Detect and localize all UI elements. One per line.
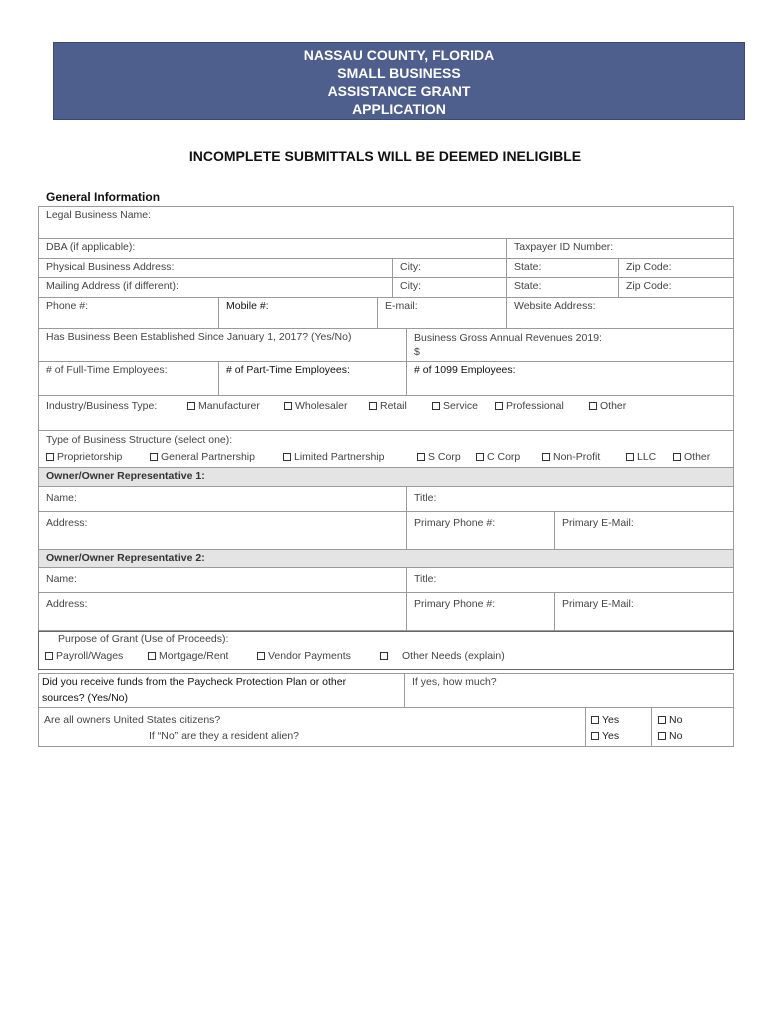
industry-option-service[interactable]: Service	[432, 400, 478, 412]
owner-1-title-label: Title:	[414, 492, 437, 504]
structure-option-non-profit[interactable]: Non-Profit	[542, 451, 600, 463]
industry-option-professional[interactable]: Professional	[495, 400, 564, 412]
checkbox-icon	[417, 453, 425, 461]
gross-revenue-dollar: $	[414, 346, 420, 358]
purpose-label: Purpose of Grant (Use of Proceeds):	[58, 633, 229, 645]
owner-1-phone-field[interactable]	[406, 511, 555, 550]
ppp-yes-no: (Yes/No)	[87, 692, 128, 704]
gross-revenue-label: Business Gross Annual Revenues 2019:	[414, 332, 602, 344]
owner-2-email-label: Primary E-Mail:	[562, 598, 634, 610]
gross-revenue-field[interactable]	[406, 328, 734, 362]
legal-business-name-label: Legal Business Name:	[46, 209, 152, 221]
header-line-2: SMALL BUSINESS	[337, 65, 461, 81]
checkbox-icon	[380, 652, 388, 660]
checkbox-icon	[432, 402, 440, 410]
ppp-how-much-label: If yes, how much?	[412, 676, 497, 688]
structure-option-s-corp[interactable]: S Corp	[417, 451, 461, 463]
resident-alien-no-option[interactable]: No	[658, 730, 682, 742]
industry-label: Industry/Business Type:	[46, 400, 158, 412]
owner-1-heading: Owner/Owner Representative 1:	[38, 467, 734, 487]
part-time-employees-field[interactable]	[218, 361, 407, 396]
citizen-no-option[interactable]: No	[658, 714, 682, 726]
purpose-option-mortgage-rent[interactable]: Mortgage/Rent	[148, 650, 228, 662]
industry-option-manufacturer[interactable]: Manufacturer	[187, 400, 260, 412]
owner-2-email-field[interactable]	[554, 592, 734, 631]
structure-option-proprietorship[interactable]: Proprietorship	[46, 451, 122, 463]
checkbox-icon	[542, 453, 550, 461]
checkbox-icon	[626, 453, 634, 461]
physical-city-field[interactable]	[392, 258, 507, 278]
structure-option-llc[interactable]: LLC	[626, 451, 656, 463]
industry-option-retail[interactable]: Retail	[369, 400, 407, 412]
mailing-state-field[interactable]	[506, 277, 619, 298]
structure-option-general-partnership[interactable]: General Partnership	[150, 451, 255, 463]
owner-2-phone-label: Primary Phone #:	[414, 598, 496, 610]
physical-state-field[interactable]	[506, 258, 619, 278]
purpose-option-vendor-payments[interactable]: Vendor Payments	[257, 650, 351, 662]
email-label: E-mail:	[385, 300, 418, 312]
owner-1-name-label: Name:	[46, 492, 77, 504]
checkbox-icon	[148, 652, 156, 660]
owner-2-address-field[interactable]	[38, 592, 407, 631]
checkbox-icon	[495, 402, 503, 410]
checkbox-icon	[150, 453, 158, 461]
physical-zip-field[interactable]	[618, 258, 734, 278]
checkbox-icon	[589, 402, 597, 410]
ineligible-warning: INCOMPLETE SUBMITTALS WILL BE DEEMED INELIGIBLE	[188, 148, 582, 164]
taxpayer-id-label: Taxpayer ID Number:	[514, 241, 614, 253]
mailing-state-label: State:	[514, 280, 542, 292]
physical-address-field[interactable]	[38, 258, 393, 278]
full-time-label: # of Full-Time Employees:	[46, 364, 168, 376]
checkbox-icon	[673, 453, 681, 461]
taxpayer-id-field[interactable]	[506, 238, 734, 259]
citizens-question-cell	[38, 707, 586, 747]
physical-state-label: State:	[514, 261, 542, 273]
checkbox-icon	[369, 402, 377, 410]
full-time-employees-field[interactable]	[38, 361, 219, 396]
checkbox-icon	[187, 402, 195, 410]
general-information-heading: General Information	[46, 190, 161, 204]
checkbox-icon	[591, 732, 599, 740]
mobile-field[interactable]	[218, 297, 378, 329]
checkbox-icon	[476, 453, 484, 461]
owner-2-title-label: Title:	[414, 573, 437, 585]
header-line-3: ASSISTANCE GRANT	[327, 83, 471, 99]
owner-1-address-label: Address:	[46, 517, 88, 529]
mailing-city-label: City:	[400, 280, 421, 292]
purpose-option-payroll[interactable]: Payroll/Wages	[45, 650, 123, 662]
employees-1099-label: # of 1099 Employees:	[414, 364, 516, 376]
dba-field[interactable]	[38, 238, 507, 259]
owner-1-phone-label: Primary Phone #:	[414, 517, 496, 529]
structure-option-limited-partnership[interactable]: Limited Partnership	[283, 451, 384, 463]
employees-1099-field[interactable]	[406, 361, 734, 396]
checkbox-icon	[658, 716, 666, 724]
owner-2-heading: Owner/Owner Representative 2:	[38, 549, 734, 568]
checkbox-icon	[45, 652, 53, 660]
owner-2-name-field[interactable]	[38, 567, 407, 593]
owner-1-email-field[interactable]	[554, 511, 734, 550]
checkbox-icon	[284, 402, 292, 410]
email-field[interactable]	[377, 297, 507, 329]
checkbox-icon	[658, 732, 666, 740]
citizens-question-1: Are all owners United States citizens?	[44, 714, 221, 726]
citizens-question-2: If “No” are they a resident alien?	[149, 730, 299, 742]
owner-2-title-field[interactable]	[406, 567, 734, 593]
owner-1-address-field[interactable]	[38, 511, 407, 550]
ppp-question-line-2: sources? (Yes/No)	[42, 692, 128, 704]
citizen-yes-option[interactable]: Yes	[591, 714, 619, 726]
mailing-zip-label: Zip Code:	[626, 280, 672, 292]
owner-1-title-field[interactable]	[406, 486, 734, 512]
physical-zip-label: Zip Code:	[626, 261, 672, 273]
ppp-how-much-field[interactable]	[404, 673, 734, 708]
mailing-address-label: Mailing Address (if different):	[46, 280, 179, 292]
structure-option-c-corp[interactable]: C Corp	[476, 451, 520, 463]
checkbox-icon	[257, 652, 265, 660]
resident-alien-yes-option[interactable]: Yes	[591, 730, 619, 742]
mailing-address-field[interactable]	[38, 277, 393, 298]
physical-address-label: Physical Business Address:	[46, 261, 175, 273]
part-time-label: # of Part-Time Employees:	[226, 364, 350, 376]
established-label: Has Business Been Established Since January 1, 2017? (Yes/No)	[46, 331, 352, 343]
physical-city-label: City:	[400, 261, 421, 273]
checkbox-icon	[283, 453, 291, 461]
legal-business-name-field[interactable]	[38, 206, 734, 239]
owner-2-phone-field[interactable]	[406, 592, 555, 631]
checkbox-icon	[591, 716, 599, 724]
established-field[interactable]	[38, 328, 407, 362]
owner-2-name-label: Name:	[46, 573, 77, 585]
industry-option-wholesaler[interactable]: Wholesaler	[284, 400, 348, 412]
owner-2-address-label: Address:	[46, 598, 88, 610]
ppp-question-line-1: Did you receive funds from the Paycheck Protection Plan or other	[42, 676, 347, 688]
mailing-city-field[interactable]	[392, 277, 507, 298]
website-field[interactable]	[506, 297, 734, 329]
phone-field[interactable]	[38, 297, 219, 329]
checkbox-icon	[46, 453, 54, 461]
structure-option-other[interactable]: Other	[673, 451, 710, 463]
form-header-banner	[53, 42, 745, 120]
owner-1-email-label: Primary E-Mail:	[562, 517, 634, 529]
phone-label: Phone #:	[46, 300, 89, 312]
business-structure-label: Type of Business Structure (select one):	[46, 434, 233, 446]
purpose-option-other-needs[interactable]: Other Needs (explain)	[380, 650, 505, 662]
owner-1-name-field[interactable]	[38, 486, 407, 512]
header-line-4: APPLICATION	[352, 101, 446, 117]
website-label: Website Address:	[514, 300, 596, 312]
mobile-label: Mobile #:	[226, 300, 269, 312]
dba-label: DBA (if applicable):	[46, 241, 136, 253]
mailing-zip-field[interactable]	[618, 277, 734, 298]
industry-option-other[interactable]: Other	[589, 400, 626, 412]
header-line-1: NASSAU COUNTY, FLORIDA	[303, 47, 495, 63]
